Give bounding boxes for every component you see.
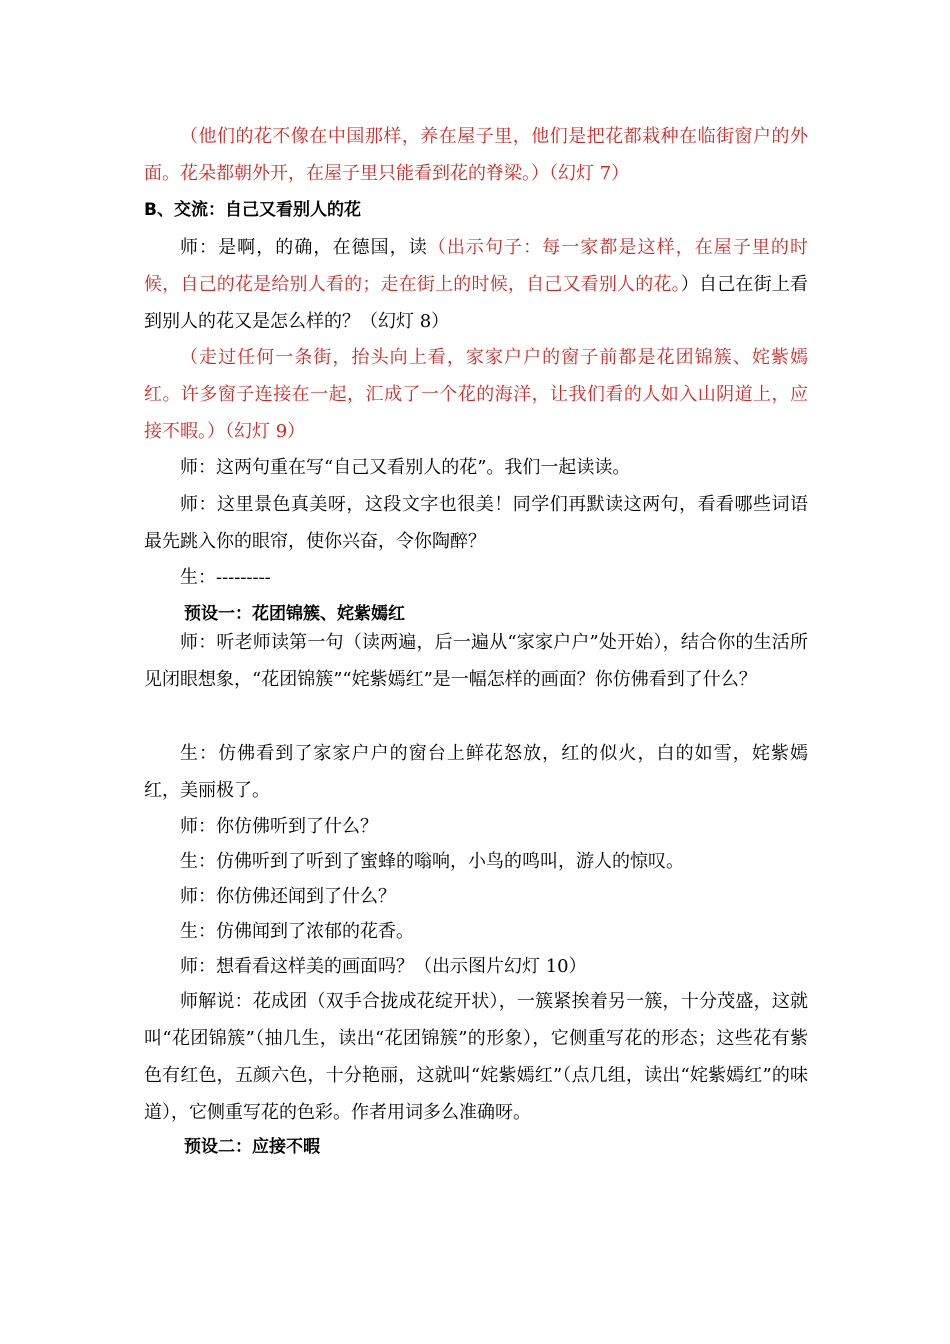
paragraph-student-sees: 生：仿佛看到了家家户户的窗台上鲜花怒放，红的似火，白的如雪，姹紫嫣红，美丽极了。 [144,743,808,801]
paragraph-student-hears: 生：仿佛听到了听到了蜜蜂的嗡响，小鸟的鸣叫，游人的惊叹。 [180,851,684,872]
preset-one-heading: 预设一：花团锦簇、姹紫嫣红 [184,604,405,624]
paragraph-street-flowers: （走过任何一条街，抬头向上看，家家户户的窗子前都是花团锦簇、姹紫嫣红。许多窗子连接在一起，汇成了一个花的海洋，让我们看的人如入山阴道上，应接不暇。）（幻灯 9） [144,347,808,442]
paragraph-teacher-explains: 师解说：花成团（双手合拢成花绽开状），一簇紧挨着另一簇，十分茂盛，这就叫“花团锦簇”（抽几生，读出“花团锦簇”的形象），它侧重写花的形态；这些花有紫色有红色，五颜六色，十分艳丽，这就叫“姹紫嫣红”（点几组，读出“姹紫嫣红”的味道），它侧重写花的色彩。作者用词多么准确呀。 [144,991,808,1123]
paragraph-flower-outside: （他们的花不像在中国那样，养在屋子里，他们是把花都栽种在临街窗户的外面。花朵都朝外开，在屋子里只能看到花的脊梁。）（幻灯 7） [144,126,808,184]
paragraph-teacher-read [144,229,808,340]
teacher-read-text: 师：是啊，的确，在德国，读 [180,237,428,258]
paragraph-silent-read: 师：这里景色真美呀，这段文字也很美！同学们再默读这两句，看看哪些词语最先跳入你的眼帘，使你兴奋，令你陶醉？ [144,494,808,552]
paragraph-teacher-hear: 师：你仿佛听到了什么？ [180,816,378,837]
paragraph-teacher-show-picture: 师：想看看这样美的画面吗？（出示图片幻灯 10） [180,956,587,977]
paragraph-teacher-reads-first: 师：听老师读第一句（读两遍，后一遍从“家家户户”处开始），结合你的生活所见闭眼想象，“花团锦簇”“姹紫嫣红”是一幅怎样的画面？你仿佛看到了什么？ [144,632,808,690]
preset-two-heading: 预设二：应接不暇 [184,1137,320,1157]
section-heading-b: B、交流：自己又看别人的花 [144,200,361,220]
paragraph-student-answer: 生：--------- [180,567,271,588]
paragraph-read-together: 师：这两句重在写“自己又看别人的花”。我们一起读读。 [180,457,631,478]
teacher-question: ）自己在街上看到别人的花又是怎么样的？（幻灯 8） [144,274,809,332]
paragraph-student-smells: 生：仿佛闻到了浓郁的花香。 [180,921,414,942]
quoted-sentence: （出示句子：每一家都是这样，在屋子里的时候，自己的花是给别人看的；走在街上的时候，自己又看别人的花。 [144,237,808,295]
paragraph-teacher-smell: 师：你仿佛还闻到了什么？ [180,886,396,907]
